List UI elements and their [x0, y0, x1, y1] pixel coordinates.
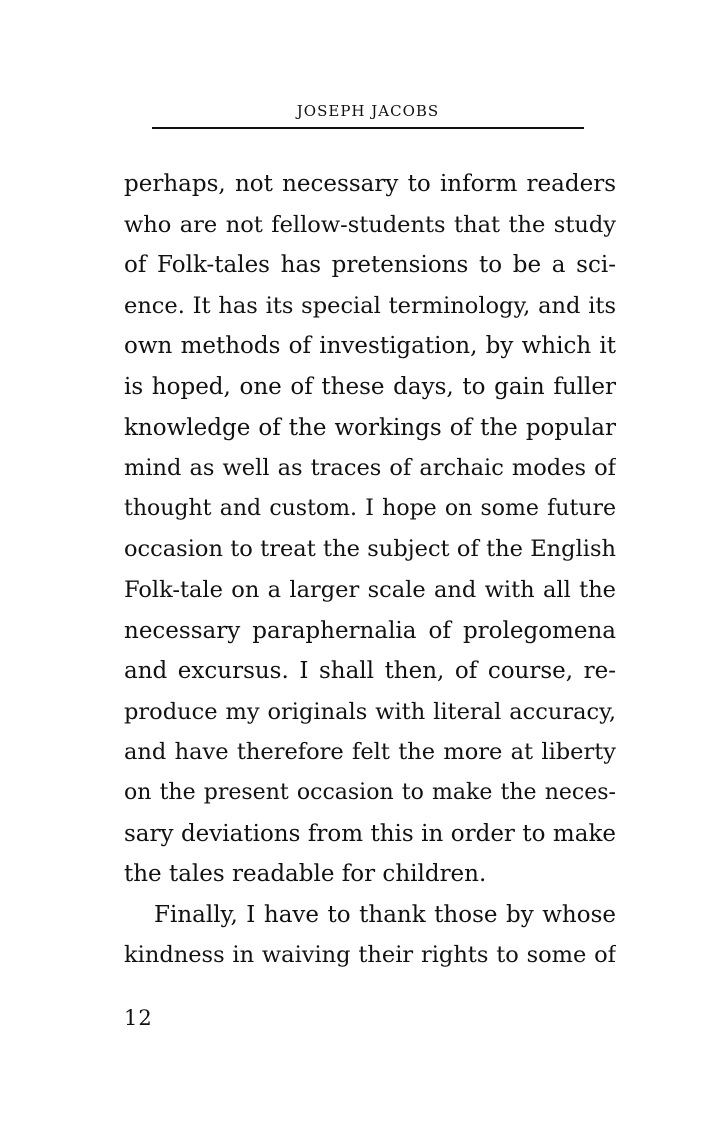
text-line: perhaps, not necessary to inform readers — [124, 171, 616, 197]
text-line: occasion to treat the subject of the English — [124, 536, 616, 563]
text-line: on the present occasion to make the neces- — [124, 779, 616, 805]
text-line: necessary paraphernalia of prolegomena — [124, 617, 616, 644]
text-line: produce my originals with literal accuracy, — [124, 698, 616, 725]
text-line: the tales readable for children. — [124, 861, 487, 888]
text-line: and excursus. I shall then, of course, re- — [124, 658, 616, 685]
text-line: sary deviations from this in order to make — [124, 820, 616, 847]
text-line: who are not fellow-students that the study — [124, 211, 616, 238]
text-line: thought and custom. I hope on some future — [124, 495, 616, 521]
text-line: of Folk-tales has pretensions to be a sci- — [124, 252, 616, 279]
text-line: knowledge of the workings of the popular — [124, 414, 616, 441]
text-line: own methods of investigation, by which it — [124, 333, 616, 360]
text-line: kindness in waiving their rights to some of — [124, 942, 616, 969]
text-line: Folk-tale on a larger scale and with all the — [124, 576, 616, 603]
page-number: 12 — [124, 1006, 153, 1030]
body-text — [124, 164, 616, 976]
text-line: ence. It has its special terminology, and its — [124, 292, 616, 319]
header-rule — [152, 127, 584, 129]
running-head: JOSEPH JACOBS — [296, 102, 440, 120]
text-line-paragraph-start: Finally, I have to thank those by whose — [154, 901, 616, 928]
text-line: and have therefore felt the more at liberty — [124, 739, 616, 766]
text-line: mind as well as traces of archaic modes of — [124, 455, 616, 482]
text-line: is hoped, one of these days, to gain fuller — [124, 373, 616, 400]
